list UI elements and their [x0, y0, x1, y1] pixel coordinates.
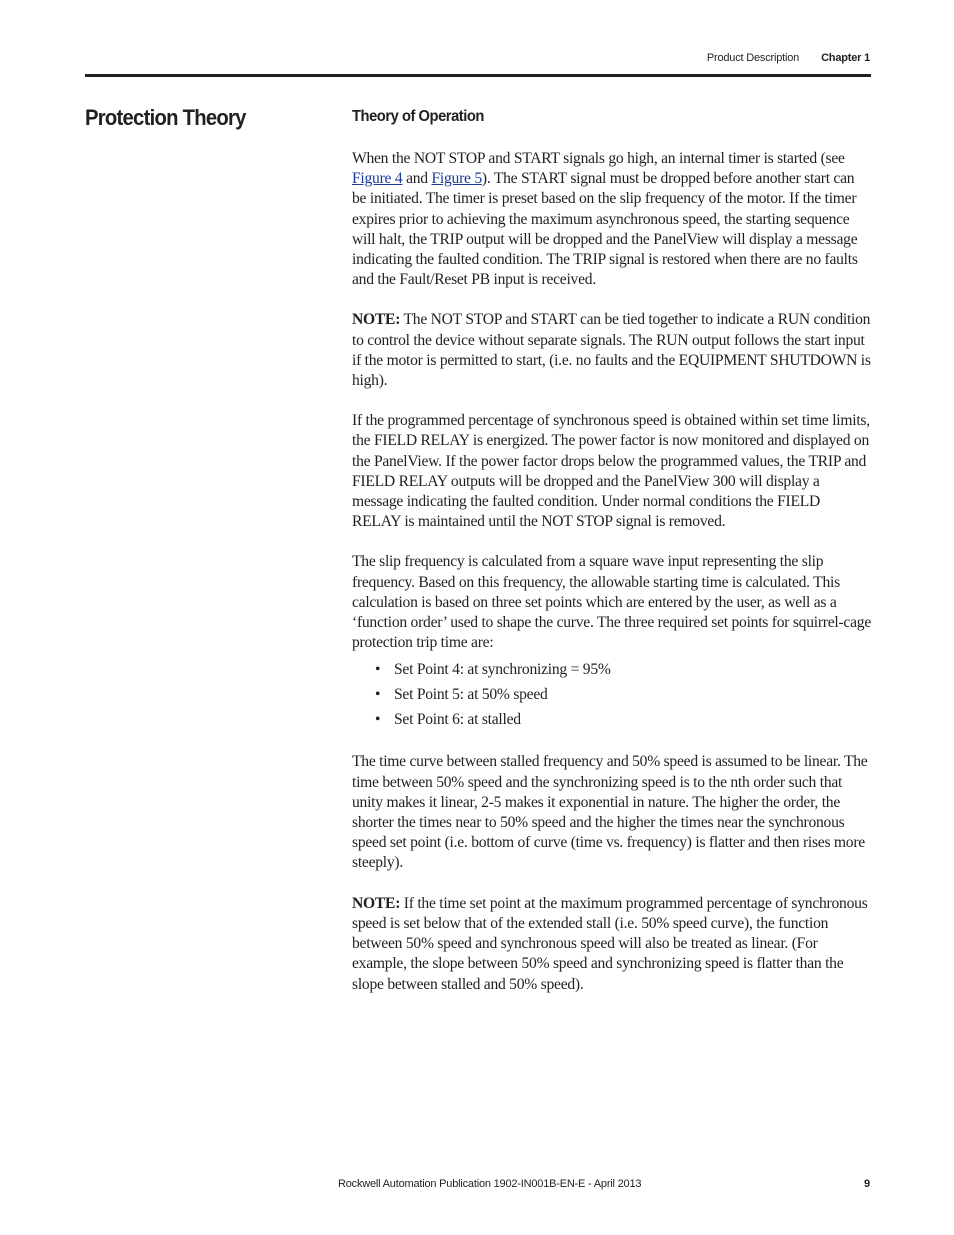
publication-id: Rockwell Automation Publication 1902-IN001B-EN-E - April 2013 — [338, 1178, 642, 1190]
set-point-list — [352, 657, 872, 732]
note-text: The NOT STOP and START can be tied together to indicate a RUN condition to control the device without separate signals. The RUN output follows the start input if the motor is permitted to start, (i.e. no faults and the EQUIPMENT SHUTDOWN is high). — [352, 311, 871, 390]
header-chapter: Chapter 1 — [821, 52, 870, 64]
paragraph-slip-frequency: The slip frequency is calculated from a square wave input representing the slip frequency. Based on this frequency, the allowable starting time is calculated. This calculation is based on three set points which are entered by the user, as well as a ‘function order’ used to shape the curve. The three required set points for squirrel-cage protection trip time are: — [352, 553, 871, 652]
figure-5-link[interactable]: Figure 5 — [431, 170, 482, 188]
list-item: • Set Point 6: at stalled — [394, 707, 872, 732]
list-item: • Set Point 4: at synchronizing = 95% — [394, 657, 872, 682]
note-label: NOTE: — [352, 894, 401, 912]
p1-text-c: ). The START signal must be dropped before another start can be initiated. The timer is preset based on the slip frequency of the motor. If the timer expires prior to achieving the maximum asynchronous speed, the starting sequence will halt, the TRIP output will be dropped and the PanelView will display a message indicating the faulted condition. The TRIP signal is restored when there are no faults and the Fault/Reset PB input is received. — [352, 170, 858, 289]
section-title: Protection Theory — [85, 105, 246, 130]
note-text: If the time set point at the maximum programmed percentage of synchronous speed is set below that of the extended stall (i.e. 50% speed curve), the function between 50% speed and synchronous speed will also be treated as linear. (For example, the slope between 50% speed and synchronizing speed is flatter than the slope between stalled and 50% speed). — [352, 894, 868, 993]
paragraph-timer — [352, 149, 872, 290]
note-linear-function — [352, 894, 872, 995]
figure-4-link[interactable]: Figure 4 — [352, 170, 403, 188]
header-section: Product Description — [706, 52, 800, 64]
page-number: 9 — [864, 1178, 870, 1190]
running-header — [707, 52, 870, 64]
p1-text-a: When the NOT STOP and START signals go high, an internal timer is started (see — [352, 150, 845, 167]
subsection-title: Theory of Operation — [352, 108, 484, 125]
list-item: • Set Point 5: at 50% speed — [394, 682, 872, 707]
p1-text-b: and — [402, 170, 432, 188]
header-rule — [85, 74, 871, 77]
note-label: NOTE: — [352, 311, 401, 329]
paragraph-field-relay: If the programmed percentage of synchronous speed is obtained within set time limits, the FIELD RELAY is energized. The power factor is now monitored and displayed on the PanelView. If the power factor drops below the programmed values, the TRIP and FIELD RELAY outputs will be dropped and the PanelView 300 will display a message indicating the faulted condition. Under normal conditions the FIELD RELAY is maintained until the NOT STOP signal is removed. — [352, 412, 870, 531]
paragraph-time-curve: The time curve between stalled frequency and 50% speed is assumed to be linear. The time between 50% speed and the synchronizing speed is to the nth order such that unity makes it linear, 2-5 makes it exponential in nature. The higher the order, the shorter the times near to 50% speed and the higher the times near the synchronous speed set point (i.e. bottom of curve (time vs. frequency) is flatter and then rises more steeply). — [352, 753, 868, 872]
note-run-condition — [352, 310, 872, 391]
main-content — [352, 108, 872, 1015]
